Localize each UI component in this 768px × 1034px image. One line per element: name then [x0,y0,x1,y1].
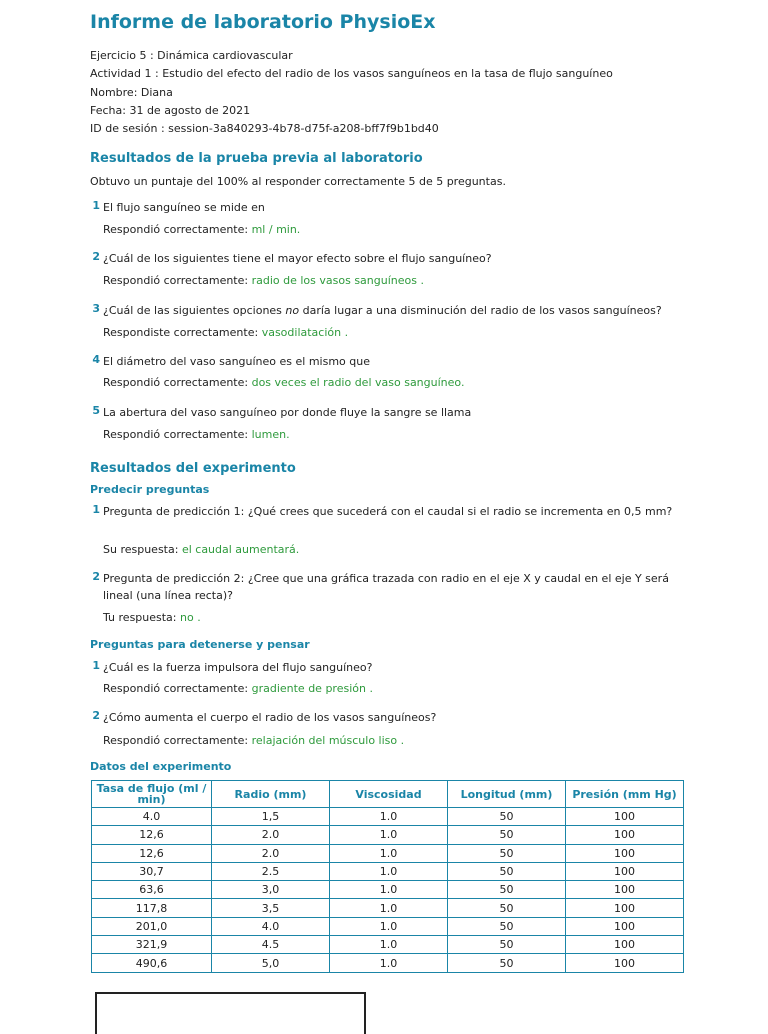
prelab-question-5 [90,404,690,421]
experiment-heading: Resultados del experimento [90,461,296,476]
table-cell: 63,6 [92,881,212,899]
answer-prefix: Respondió correctamente: [103,274,252,287]
table-cell: 1.0 [330,936,448,954]
table-cell: 1.0 [330,808,448,826]
empty-figure-frame [95,992,366,1034]
table-cell: 2.0 [212,826,330,844]
prelab-answer-5 [103,428,290,441]
question-text: ¿Cuál de los siguientes tiene el mayor efecto sobre el flujo sanguíneo? [103,252,492,265]
prelab-answer-4 [103,376,464,389]
answer-value: vasodilatación . [261,326,349,339]
answer-value: relajación del músculo liso . [251,734,405,747]
table-row [92,936,684,954]
table-cell: 1.0 [330,862,448,880]
table-row [92,862,684,880]
question-number: 1 [92,503,100,516]
table-row [92,808,684,826]
table-cell: 50 [448,881,566,899]
table-cell: 4.5 [212,936,330,954]
question-text: El diámetro del vaso sanguíneo es el mismo que [103,355,370,368]
session-line: ID de sesión : session-3a840293-4b78-d75f-a208-bff7f9b1bd40 [90,122,439,136]
table-cell: 2.0 [212,844,330,862]
table-cell: 321,9 [92,936,212,954]
answer-prefix: Respondiste correctamente: [103,326,262,339]
prelab-score: Obtuvo un puntaje del 100% al responder correctamente 5 de 5 preguntas. [90,175,506,188]
table-cell: 50 [448,899,566,917]
table-cell: 50 [448,917,566,935]
answer-value: no . [180,611,201,624]
activity-line: Actividad 1 : Estudio del efecto del radio de los vasos sanguíneos en la tasa de flujo sanguíneo [90,67,613,81]
header-radius: Radio (mm) [212,781,330,808]
answer-prefix: Su respuesta: [103,543,182,556]
table-cell: 100 [566,881,684,899]
table-cell: 100 [566,936,684,954]
table-row [92,917,684,935]
prelab-answer-3 [103,326,348,339]
predict-answer-2 [103,611,201,624]
header-viscosity: Viscosidad [330,781,448,808]
table-cell: 100 [566,826,684,844]
answer-value: ml / min. [251,223,301,236]
table-cell: 100 [566,917,684,935]
predict-question-2 [90,570,680,604]
table-row [92,881,684,899]
table-row [92,899,684,917]
table-cell: 1.0 [330,917,448,935]
name-line: Nombre: Diana [90,85,173,99]
table-cell: 100 [566,808,684,826]
table-row [92,954,684,972]
question-number: 3 [92,302,100,315]
table-cell: 12,6 [92,844,212,862]
table-cell: 50 [448,808,566,826]
table-cell: 3,0 [212,881,330,899]
header-pressure: Presión (mm Hg) [566,781,684,808]
table-cell: 100 [566,862,684,880]
date-line: Fecha: 31 de agosto de 2021 [90,103,251,117]
exercise-line: Ejercicio 5 : Dinámica cardiovascular [90,49,293,62]
table-cell: 1.0 [330,844,448,862]
answer-prefix: Respondió correctamente: [103,682,252,695]
table-cell: 1.0 [330,826,448,844]
answer-prefix: Tu respuesta: [103,611,181,624]
table-cell: 50 [448,862,566,880]
prelab-question-2 [90,250,690,267]
prelab-question-3 [90,302,690,319]
stop-think-heading: Preguntas para detenerse y pensar [90,638,310,651]
experiment-data-table [91,780,684,973]
question-number: 2 [92,709,100,722]
answer-value: lumen. [251,428,290,441]
table-row [92,826,684,844]
prelab-answer-1 [103,223,300,236]
question-number: 2 [92,250,100,263]
header-flow-rate: Tasa de flujo (ml / min) [92,781,212,808]
answer-prefix: Respondió correctamente: [103,428,252,441]
predict-answer-1 [103,543,299,556]
predict-question-1 [90,503,690,520]
table-cell: 1.0 [330,881,448,899]
question-number: 4 [92,353,100,366]
question-text: ¿Cuál es la fuerza impulsora del flujo sanguíneo? [103,661,373,674]
table-cell: 50 [448,936,566,954]
table-cell: 30,7 [92,862,212,880]
stop-answer-2 [103,734,404,747]
answer-value: el caudal aumentará. [181,543,300,556]
question-emphasis: no [285,304,300,317]
question-number: 2 [92,570,100,583]
question-text: Pregunta de predicción 2: ¿Cree que una gráfica trazada con radio en el eje X y caudal en el eje Y será lineal (una línea recta)? [103,572,669,602]
table-cell: 1.0 [330,899,448,917]
table-cell: 1.0 [330,954,448,972]
table-cell: 100 [566,899,684,917]
table-cell: 50 [448,826,566,844]
table-row [92,844,684,862]
question-text: Pregunta de predicción 1: ¿Qué crees que sucederá con el caudal si el radio se incrementa en 0,5 mm? [103,505,673,518]
table-cell: 50 [448,844,566,862]
prelab-question-4 [90,353,690,370]
prelab-question-1 [90,199,690,216]
question-text: El flujo sanguíneo se mide en [103,201,265,214]
table-cell: 1,5 [212,808,330,826]
answer-prefix: Respondió correctamente: [103,734,252,747]
table-cell: 100 [566,954,684,972]
answer-value: dos veces el radio del vaso sanguíneo. [251,376,465,389]
table-cell: 201,0 [92,917,212,935]
report-metadata [90,47,613,138]
stop-question-2 [90,709,690,726]
header-length: Longitud (mm) [448,781,566,808]
table-cell: 100 [566,844,684,862]
predict-heading: Predecir preguntas [90,483,210,496]
table-cell: 3,5 [212,899,330,917]
question-number: 1 [92,199,100,212]
question-text [103,302,690,319]
question-number: 1 [92,659,100,672]
question-text-part: daría lugar a una disminución del radio de los vasos sanguíneos? [299,304,662,317]
question-text: ¿Cómo aumenta el cuerpo el radio de los vasos sanguíneos? [103,711,437,724]
question-text: La abertura del vaso sanguíneo por donde fluye la sangre se llama [103,406,472,419]
prelab-answer-2 [103,274,424,287]
question-number: 5 [92,404,100,417]
answer-value: gradiente de presión . [251,682,373,695]
table-cell: 50 [448,954,566,972]
stop-question-1 [90,659,690,676]
stop-answer-1 [103,682,373,695]
report-title: Informe de laboratorio PhysioEx [90,11,436,33]
table-cell: 4.0 [212,917,330,935]
data-heading: Datos del experimento [90,760,232,773]
table-cell: 490,6 [92,954,212,972]
answer-prefix: Respondió correctamente: [103,223,252,236]
table-cell: 117,8 [92,899,212,917]
table-cell: 4.0 [92,808,212,826]
table-cell: 5,0 [212,954,330,972]
answer-prefix: Respondió correctamente: [103,376,252,389]
prelab-heading: Resultados de la prueba previa al laboratorio [90,151,423,166]
table-cell: 2.5 [212,862,330,880]
table-cell: 12,6 [92,826,212,844]
table-header-row [92,781,684,808]
question-text-part: ¿Cuál de las siguientes opciones [103,304,286,317]
answer-value: radio de los vasos sanguíneos . [251,274,424,287]
